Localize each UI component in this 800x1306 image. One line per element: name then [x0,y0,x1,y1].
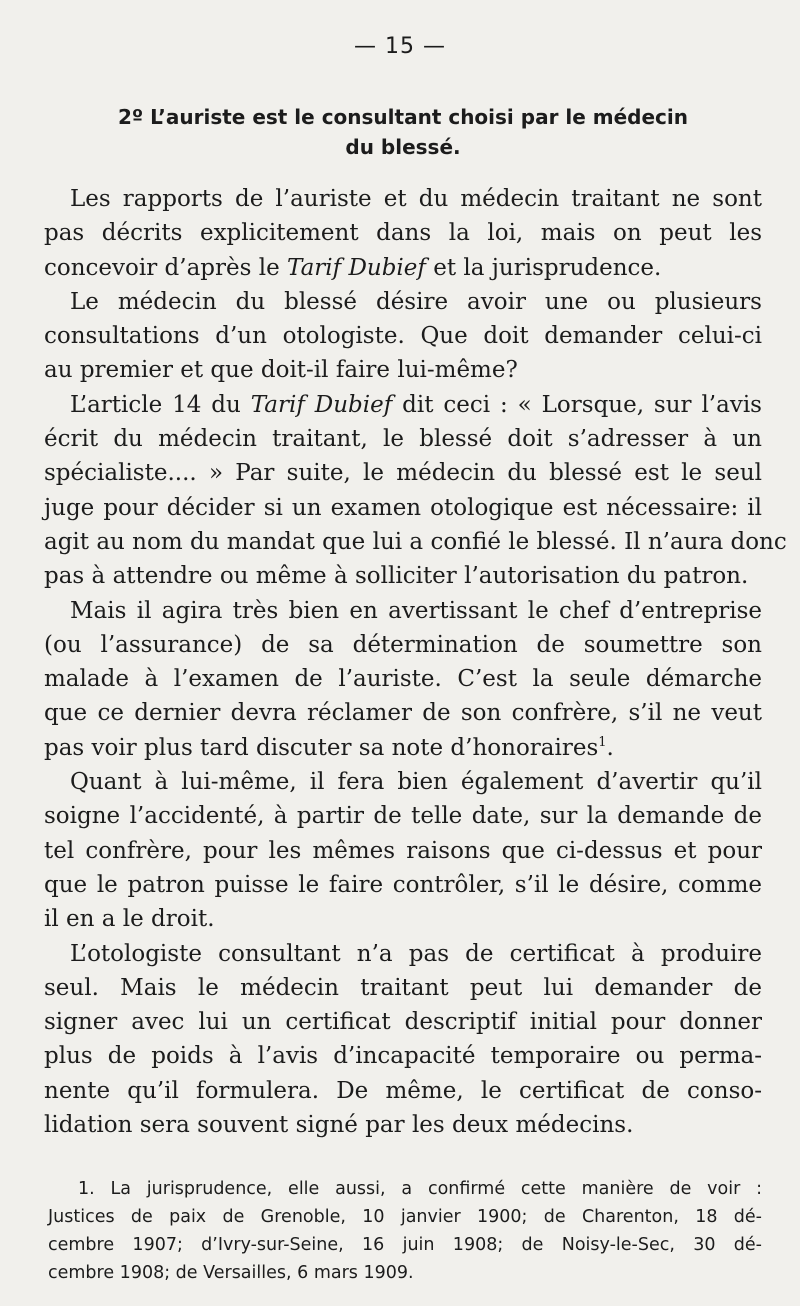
text-line: pas décrits explicitement dans la loi, mais on peut les [44,220,762,247]
text-segment: . [606,734,614,761]
text-line: L’otologiste consultant n’a pas de certificat à produire [70,940,762,967]
paragraph-1 [44,182,762,285]
paragraph-5 [44,765,762,936]
footnote [48,1175,762,1287]
text-line: consultations d’un otologiste. Que doit demander celui-ci [44,323,762,350]
text-segment: L’article 14 du [70,391,251,418]
text-segment: et la jurisprudence. [425,254,662,281]
section-heading-line-2: du blessé. [345,135,461,159]
text-line [44,731,762,765]
text-line: seul. Mais le médecin traitant peut lui demander de [44,974,762,1001]
text-line: écrit du médecin traitant, le blessé doit s’adresser à un [44,426,762,453]
footnote-line: cembre 1907; d’Ivry-sur-Seine, 16 juin 1908; de Noisy-le-Sec, 30 dé- [48,1235,762,1255]
text-line: lidation sera souvent signé par les deux médecins. [44,1112,634,1139]
text-segment: pas voir plus tard discuter sa note d’honoraires [44,734,599,761]
text-line: (ou l’assurance) de sa détermination de soumettre son [44,631,762,658]
section-heading-line-1: 2º L’auriste est le consultant choisi par le médecin [117,105,689,129]
text-line: Les rapports de l’auriste et du médecin traitant ne sont [70,186,762,212]
text-line: il en a le droit. [44,906,215,933]
text-line: que le patron puisse le faire contrôler, s’il le désire, comme [44,871,762,898]
italic-title: Tarif Dubief [250,391,393,418]
text-line: pas à attendre ou même à solliciter l’autorisation du patron. [44,563,749,590]
page-number: — 15 — [354,34,446,59]
text-line: nente qu’il formulera. De même, le certificat de conso- [44,1077,762,1104]
text-line [44,251,762,285]
paragraph-6 [44,937,762,1143]
text-line [44,388,762,422]
text-line: plus de poids à l’avis d’incapacité temporaire ou perma- [44,1043,762,1070]
text-line: tel confrère, pour les mêmes raisons que ci-dessus et pour [44,837,762,864]
text-segment: concevoir d’après le [44,254,288,281]
text-line: soigne l’accidenté, à partir de telle date, sur la demande de [44,803,762,830]
paragraph-4 [44,594,762,765]
text-segment: dit ceci : « Lorsque, sur l’avis [392,391,762,418]
text-line: juge pour décider si un examen otologique est nécessaire: il [44,494,762,521]
body-text [44,182,787,1142]
italic-title: Tarif Dubief [287,254,426,281]
paragraph-2 [44,285,762,388]
text-line: Mais il agira très bien en avertissant le chef d’entreprise [70,597,762,624]
footnote-block [48,1175,762,1287]
footnote-line: 1. La jurisprudence, elle aussi, a confirmé cette manière de voir : [78,1179,762,1199]
section-heading [44,102,762,162]
text-line: spécialiste.... » Par suite, le médecin du blessé est le seul [44,460,762,487]
footnote-marker: 1 [598,734,607,750]
footnote-line: cembre 1908; de Versailles, 6 mars 1909. [48,1263,414,1283]
text-line: signer avec lui un certificat descriptif initial pour donner [44,1009,762,1036]
text-line: malade à l’examen de l’auriste. C’est la seule démarche [44,666,762,693]
paragraph-3 [44,388,787,594]
text-line: au premier et que doit-il faire lui-même? [44,357,518,384]
footnote-line: Justices de paix de Grenoble, 10 janvier 1900; de Charenton, 18 dé- [48,1207,762,1227]
text-line: que ce dernier devra réclamer de son confrère, s’il ne veut [44,700,762,727]
text-line: Le médecin du blessé désire avoir une ou plusieurs [70,288,762,315]
text-line: Quant à lui-même, il fera bien également d’avertir qu’il [70,769,762,796]
text-line: agit au nom du mandat que lui a confié le blessé. Il n’aura donc [44,528,787,555]
